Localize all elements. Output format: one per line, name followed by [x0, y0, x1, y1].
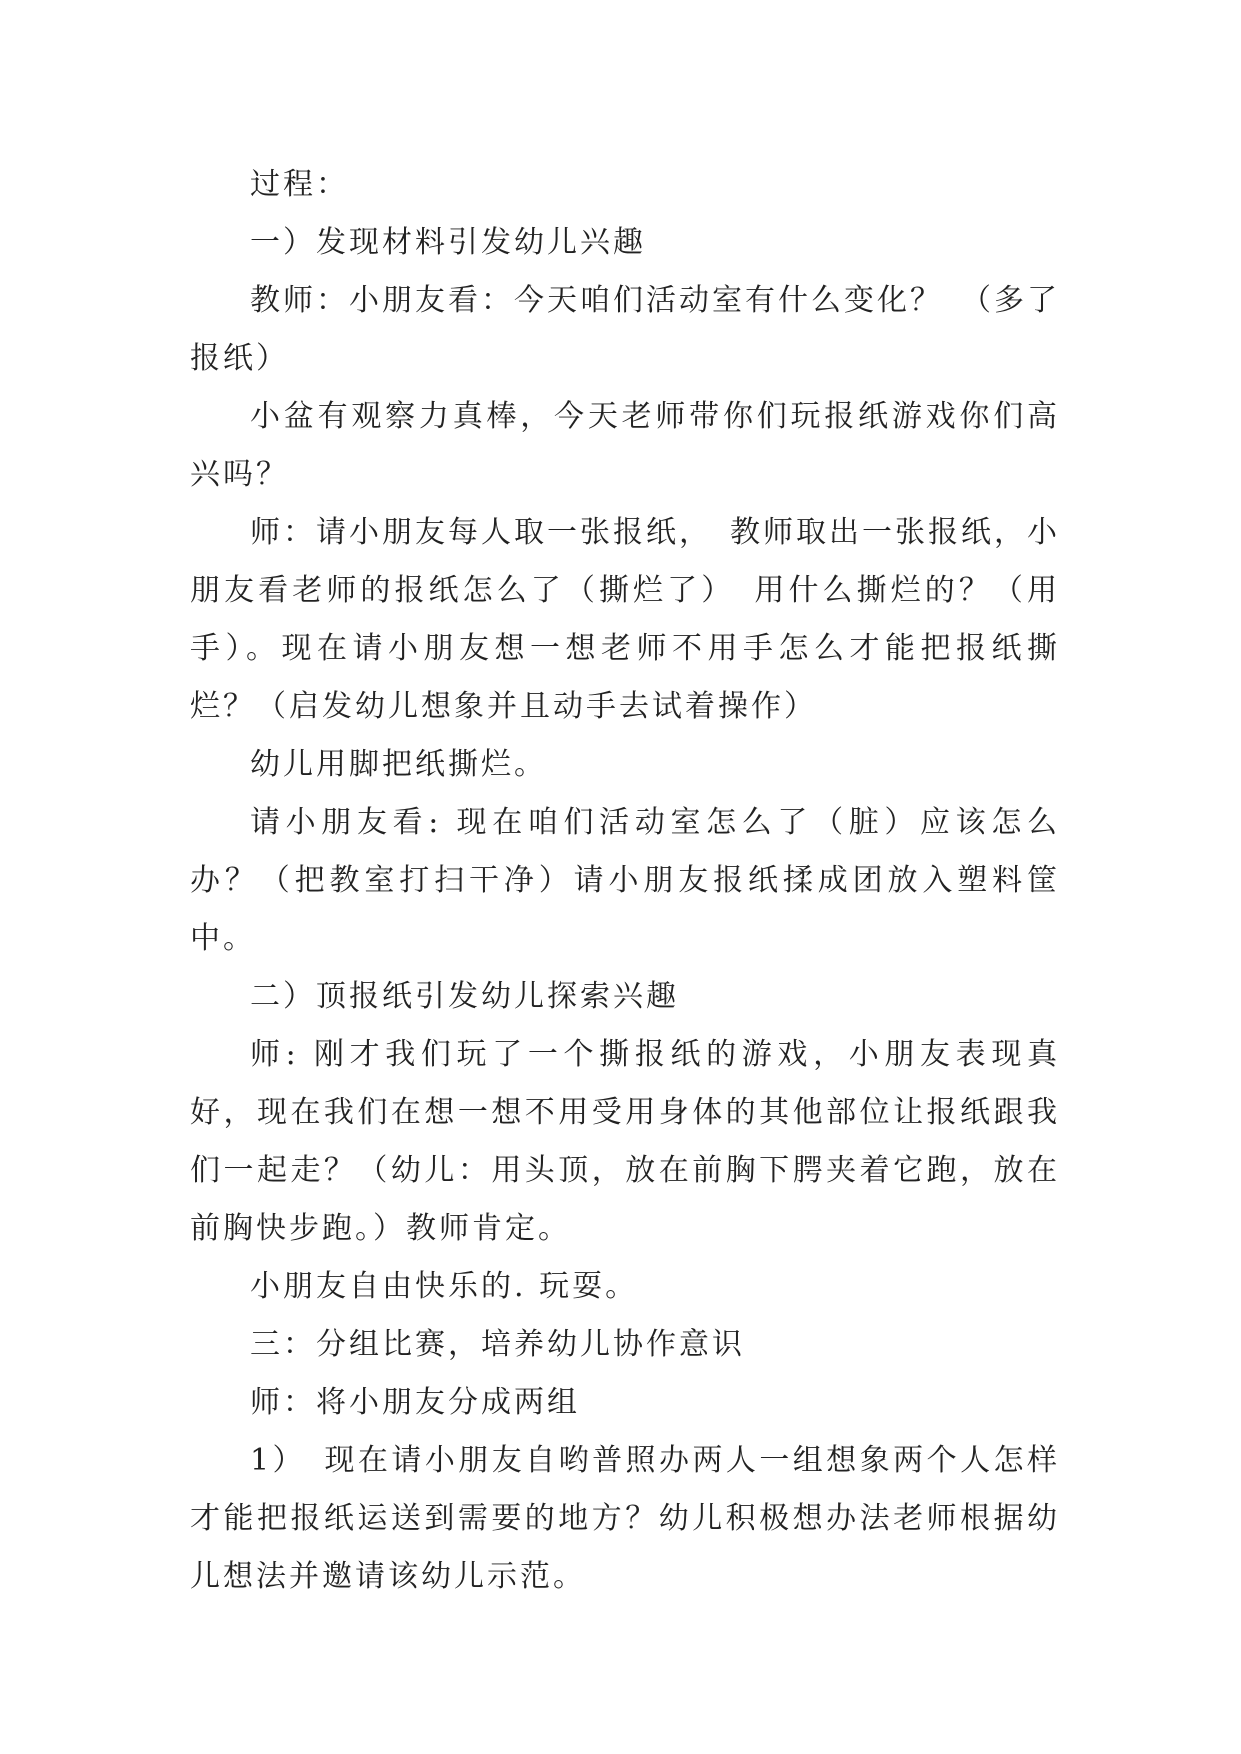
paragraph-section-2-heading: 二）顶报纸引发幼儿探索兴趣	[250, 979, 679, 1014]
paragraph-two-groups: 师：将小朋友分成两组	[250, 1385, 580, 1420]
paragraph-section-3-heading: 三：分组比赛，培养幼儿协作意识	[250, 1327, 745, 1362]
paragraph-process-heading: 过程：	[250, 167, 349, 202]
paragraph-section-1-heading: 一）发现材料引发幼儿兴趣	[250, 225, 646, 260]
paragraph-free-play: 小朋友自由快乐的. 玩耍。	[250, 1269, 639, 1304]
paragraph-clean-up: 请小朋友看: 现在咱们活动室怎么了（脏）应该怎么办？（把教室打扫干净）请小朋友报纸揉成团放入塑料筐中。	[190, 805, 1060, 956]
paragraph-teacher-question: 教师：小朋友看：今天咱们活动室有什么变化？ （多了报纸）	[190, 283, 1060, 376]
paragraph-pair-transport: 1） 现在请小朋友自哟普照办两人一组想象两个人怎样才能把报纸运送到需要的地方？幼儿积极想办法老师根据幼儿想法并邀请该幼儿示范。	[190, 1443, 1060, 1594]
paragraph-tear-paper: 师：请小朋友每人取一张报纸， 教师取出一张报纸，小朋友看老师的报纸怎么了（撕烂了） 用什么撕烂的？（用手）。现在请小朋友想一想老师不用手怎么才能把报纸撕烂？（启发幼儿想象并且动手去试着操作）	[190, 515, 1060, 724]
document-body	[190, 156, 1060, 1606]
paragraph-praise: 小盆有观察力真棒，今天老师带你们玩报纸游戏你们高兴吗？	[190, 399, 1060, 492]
paragraph-tear-with-feet: 幼儿用脚把纸撕烂。	[250, 747, 547, 782]
paragraph-body-parts: 师: 刚才我们玩了一个撕报纸的游戏，小朋友表现真好，现在我们在想一想不用受用身体的其他部位让报纸跟我们一起走？（幼儿：用头顶，放在前胸下腭夹着它跑，放在前胸快步跑。）教师肯定。	[190, 1037, 1060, 1246]
